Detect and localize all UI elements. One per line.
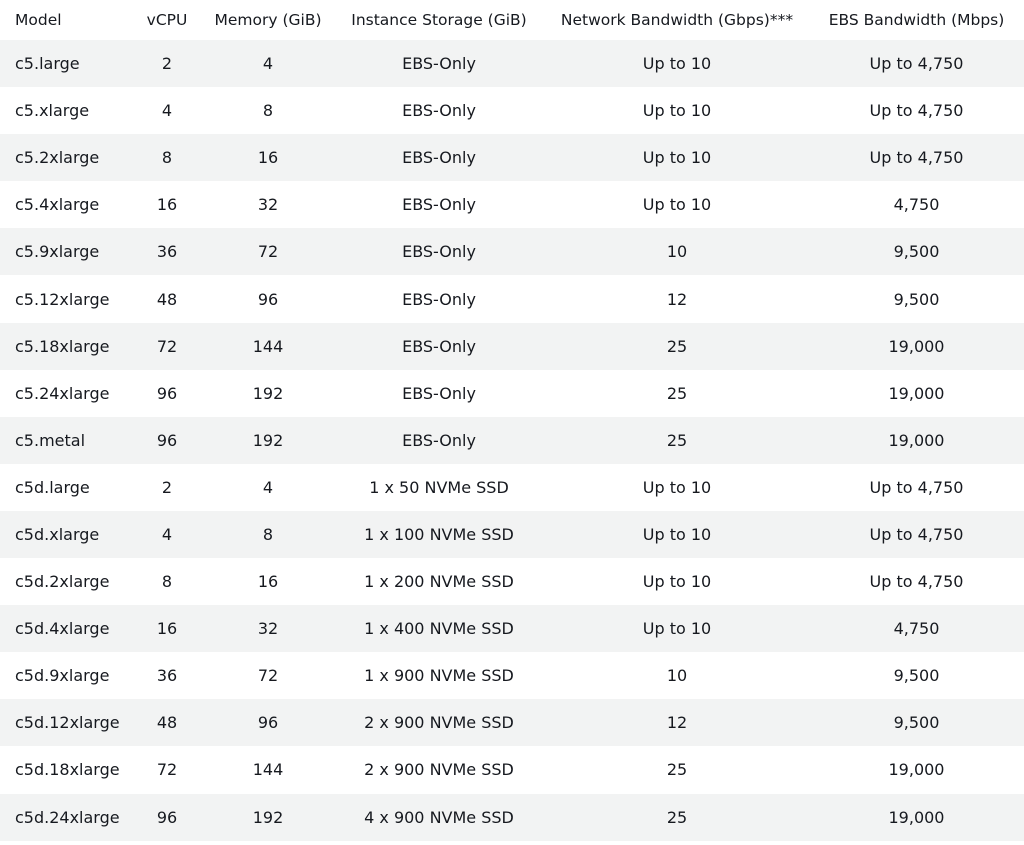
cell-instance-storage: 1 x 900 NVMe SSD bbox=[364, 666, 514, 686]
cell-model: c5.4xlarge bbox=[15, 195, 100, 215]
cell-ebs-bandwidth: 19,000 bbox=[888, 336, 945, 356]
cell-network-bandwidth: Up to 10 bbox=[642, 195, 712, 215]
cell-ebs-bandwidth: Up to 4,750 bbox=[869, 148, 964, 168]
table-body bbox=[0, 40, 1024, 841]
cell-network-bandwidth: Up to 10 bbox=[642, 524, 712, 544]
cell-ebs-bandwidth: 19,000 bbox=[888, 760, 945, 780]
cell-model: c5.12xlarge bbox=[15, 289, 110, 309]
cell-model: c5d.18xlarge bbox=[15, 760, 120, 780]
table-row bbox=[0, 417, 1024, 464]
cell-model: c5d.large bbox=[15, 477, 90, 497]
table-row bbox=[0, 228, 1024, 275]
cell-instance-storage: EBS-Only bbox=[402, 336, 476, 356]
table-row bbox=[0, 699, 1024, 746]
cell-network-bandwidth: Up to 10 bbox=[642, 54, 712, 74]
cell-memory: 16 bbox=[257, 148, 279, 168]
cell-network-bandwidth: Up to 10 bbox=[642, 101, 712, 121]
cell-ebs-bandwidth: 9,500 bbox=[893, 289, 940, 309]
cell-network-bandwidth: 25 bbox=[666, 383, 688, 403]
header-model: Model bbox=[15, 11, 62, 29]
header-ebs-bandwidth: EBS Bandwidth (Mbps) bbox=[828, 11, 1005, 29]
cell-network-bandwidth: 25 bbox=[666, 760, 688, 780]
cell-model: c5.9xlarge bbox=[15, 242, 100, 262]
table-row bbox=[0, 558, 1024, 605]
cell-network-bandwidth: 10 bbox=[666, 666, 688, 686]
table-row bbox=[0, 511, 1024, 558]
table-row bbox=[0, 134, 1024, 181]
cell-network-bandwidth: 25 bbox=[666, 807, 688, 827]
cell-network-bandwidth: 12 bbox=[666, 713, 688, 733]
cell-instance-storage: EBS-Only bbox=[402, 54, 476, 74]
cell-model: c5.large bbox=[15, 54, 80, 74]
cell-memory: 192 bbox=[252, 383, 284, 403]
header-network-bandwidth: Network Bandwidth (Gbps)*** bbox=[560, 11, 794, 29]
cell-model: c5.metal bbox=[15, 430, 86, 450]
cell-ebs-bandwidth: Up to 4,750 bbox=[869, 101, 964, 121]
header-memory: Memory (GiB) bbox=[214, 11, 322, 29]
cell-vcpu: 48 bbox=[156, 289, 178, 309]
cell-instance-storage: EBS-Only bbox=[402, 242, 476, 262]
cell-vcpu: 36 bbox=[156, 242, 178, 262]
cell-ebs-bandwidth: 9,500 bbox=[893, 713, 940, 733]
cell-memory: 32 bbox=[257, 195, 279, 215]
cell-memory: 4 bbox=[262, 477, 274, 497]
cell-vcpu: 16 bbox=[156, 619, 178, 639]
cell-vcpu: 96 bbox=[156, 430, 178, 450]
cell-ebs-bandwidth: 19,000 bbox=[888, 430, 945, 450]
cell-vcpu: 2 bbox=[161, 477, 173, 497]
cell-vcpu: 48 bbox=[156, 713, 178, 733]
cell-network-bandwidth: Up to 10 bbox=[642, 619, 712, 639]
cell-ebs-bandwidth: Up to 4,750 bbox=[869, 54, 964, 74]
cell-model: c5d.24xlarge bbox=[15, 807, 120, 827]
cell-vcpu: 16 bbox=[156, 195, 178, 215]
cell-vcpu: 96 bbox=[156, 807, 178, 827]
cell-memory: 72 bbox=[257, 242, 279, 262]
cell-vcpu: 96 bbox=[156, 383, 178, 403]
table-row bbox=[0, 275, 1024, 322]
table-row bbox=[0, 746, 1024, 793]
cell-memory: 96 bbox=[257, 289, 279, 309]
cell-network-bandwidth: Up to 10 bbox=[642, 148, 712, 168]
cell-ebs-bandwidth: 4,750 bbox=[893, 195, 940, 215]
cell-model: c5d.2xlarge bbox=[15, 572, 110, 592]
table-row bbox=[0, 87, 1024, 134]
cell-instance-storage: 1 x 200 NVMe SSD bbox=[364, 572, 514, 592]
cell-instance-storage: 1 x 400 NVMe SSD bbox=[364, 619, 514, 639]
cell-network-bandwidth: 25 bbox=[666, 430, 688, 450]
cell-network-bandwidth: 25 bbox=[666, 336, 688, 356]
cell-instance-storage: 1 x 100 NVMe SSD bbox=[364, 524, 514, 544]
header-instance-storage: Instance Storage (GiB) bbox=[351, 11, 527, 29]
table-row bbox=[0, 652, 1024, 699]
cell-vcpu: 8 bbox=[161, 572, 173, 592]
cell-instance-storage: 4 x 900 NVMe SSD bbox=[364, 807, 514, 827]
cell-network-bandwidth: 10 bbox=[666, 242, 688, 262]
cell-instance-storage: EBS-Only bbox=[402, 101, 476, 121]
table-row bbox=[0, 370, 1024, 417]
cell-instance-storage: 2 x 900 NVMe SSD bbox=[364, 760, 514, 780]
cell-vcpu: 4 bbox=[161, 101, 173, 121]
cell-model: c5d.4xlarge bbox=[15, 619, 110, 639]
cell-instance-storage: 1 x 50 NVMe SSD bbox=[369, 477, 509, 497]
cell-model: c5.24xlarge bbox=[15, 383, 110, 403]
cell-vcpu: 2 bbox=[161, 54, 173, 74]
table-row bbox=[0, 464, 1024, 511]
cell-instance-storage: EBS-Only bbox=[402, 148, 476, 168]
cell-vcpu: 36 bbox=[156, 666, 178, 686]
cell-vcpu: 8 bbox=[161, 148, 173, 168]
cell-model: c5.xlarge bbox=[15, 101, 90, 121]
cell-model: c5d.12xlarge bbox=[15, 713, 120, 733]
cell-vcpu: 4 bbox=[161, 524, 173, 544]
table-header-row bbox=[0, 0, 1024, 40]
cell-memory: 72 bbox=[257, 666, 279, 686]
cell-ebs-bandwidth: Up to 4,750 bbox=[869, 477, 964, 497]
cell-memory: 4 bbox=[262, 54, 274, 74]
cell-memory: 32 bbox=[257, 619, 279, 639]
cell-memory: 144 bbox=[252, 336, 284, 356]
cell-ebs-bandwidth: Up to 4,750 bbox=[869, 572, 964, 592]
table-row bbox=[0, 605, 1024, 652]
cell-memory: 144 bbox=[252, 760, 284, 780]
cell-memory: 8 bbox=[262, 101, 274, 121]
cell-instance-storage: EBS-Only bbox=[402, 430, 476, 450]
cell-instance-storage: EBS-Only bbox=[402, 289, 476, 309]
cell-ebs-bandwidth: Up to 4,750 bbox=[869, 524, 964, 544]
cell-vcpu: 72 bbox=[156, 336, 178, 356]
cell-model: c5d.9xlarge bbox=[15, 666, 110, 686]
cell-network-bandwidth: Up to 10 bbox=[642, 477, 712, 497]
cell-memory: 192 bbox=[252, 430, 284, 450]
cell-ebs-bandwidth: 9,500 bbox=[893, 666, 940, 686]
cell-instance-storage: EBS-Only bbox=[402, 195, 476, 215]
cell-ebs-bandwidth: 19,000 bbox=[888, 807, 945, 827]
cell-ebs-bandwidth: 9,500 bbox=[893, 242, 940, 262]
table-row bbox=[0, 323, 1024, 370]
cell-instance-storage: EBS-Only bbox=[402, 383, 476, 403]
cell-ebs-bandwidth: 4,750 bbox=[893, 619, 940, 639]
table-row bbox=[0, 40, 1024, 87]
cell-vcpu: 72 bbox=[156, 760, 178, 780]
cell-ebs-bandwidth: 19,000 bbox=[888, 383, 945, 403]
table-row bbox=[0, 794, 1024, 841]
cell-memory: 192 bbox=[252, 807, 284, 827]
table-row bbox=[0, 181, 1024, 228]
cell-model: c5.18xlarge bbox=[15, 336, 110, 356]
cell-memory: 8 bbox=[262, 524, 274, 544]
cell-memory: 16 bbox=[257, 572, 279, 592]
cell-instance-storage: 2 x 900 NVMe SSD bbox=[364, 713, 514, 733]
cell-memory: 96 bbox=[257, 713, 279, 733]
cell-model: c5.2xlarge bbox=[15, 148, 100, 168]
cell-model: c5d.xlarge bbox=[15, 524, 100, 544]
header-vcpu: vCPU bbox=[146, 11, 188, 29]
cell-network-bandwidth: Up to 10 bbox=[642, 572, 712, 592]
cell-network-bandwidth: 12 bbox=[666, 289, 688, 309]
